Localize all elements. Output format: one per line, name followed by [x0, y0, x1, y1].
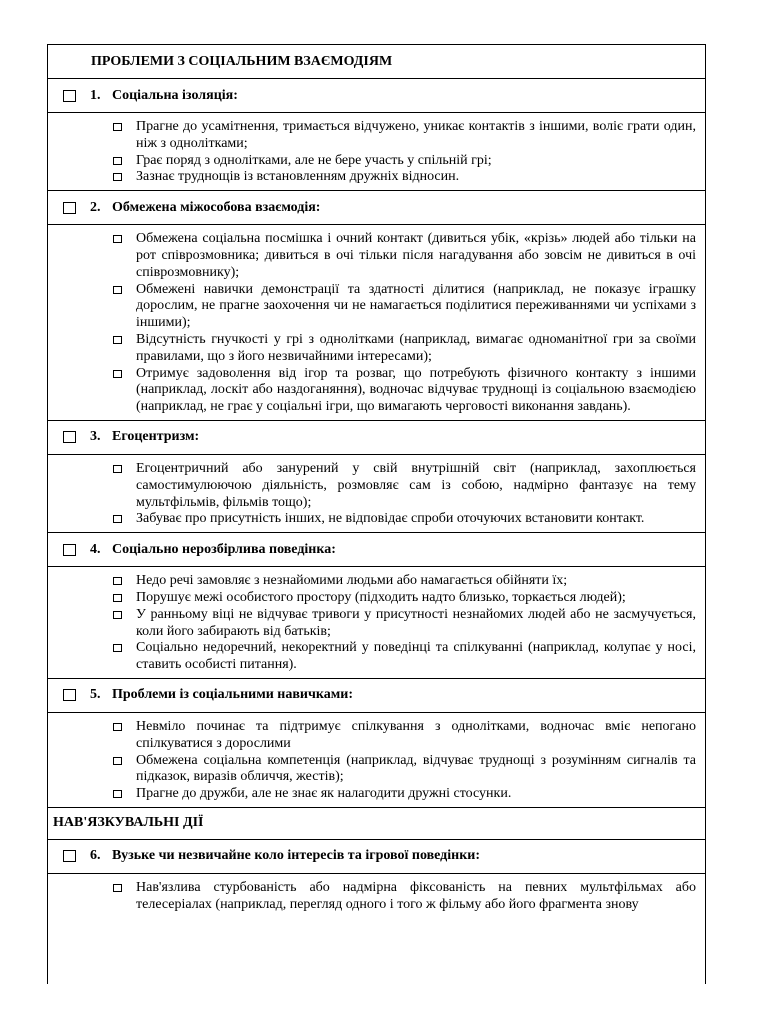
section-heading: Обмежена міжособова взаємодія: — [112, 199, 321, 215]
list-item — [113, 231, 696, 281]
item-checkbox[interactable] — [113, 235, 122, 243]
section-items — [48, 713, 705, 808]
section-number: 6. — [90, 848, 101, 864]
item-text: Недо речі замовляє з незнайомими людьми або намагається обійняти їх; — [136, 573, 568, 589]
item-checkbox[interactable] — [113, 123, 122, 131]
section-heading: Соціально нерозбірлива поведінка: — [112, 541, 336, 557]
item-checkbox[interactable] — [113, 157, 122, 165]
section-header — [48, 421, 705, 455]
list-item — [113, 573, 696, 590]
list-item — [113, 786, 696, 803]
item-text: Егоцентричний або занурений у свій внутрішній світ (наприклад, захоплюється самостимулюючою діяльність, розмовляє сам із собою, надмірно фантазує на тему мультфільмів, фільмів тощо); — [136, 460, 696, 510]
item-text: Обмежена соціальна посмішка і очний контакт (дивиться убік, «крізь» людей або тільки на рот співрозмовника; дивиться в очі тільки після нагадування або зовсім не дивиться в очі співрозмовнику); — [136, 231, 696, 280]
section-heading: Вузьке чи незвичайне коло інтересів та ігрової поведінки: — [112, 848, 481, 864]
item-text: Відсутність гнучкості у грі з однолітками (наприклад, вимагає одноманітної гри за своїми правилами, що з його незвичайними інтересами); — [136, 331, 696, 364]
item-text: Прагне до усамітнення, тримається відчужено, уникає контактів з іншими, воліє грати один, ніж з однолітками; — [136, 119, 696, 151]
section-number: 5. — [90, 687, 101, 703]
section-header — [48, 679, 705, 713]
section-checkbox[interactable] — [63, 689, 76, 701]
item-text: Соціально недоречний, некоректний у поведінці та спілкуванні (наприклад, колупає у носі, ставить особисті питання). — [136, 640, 696, 673]
item-text: Нав'язлива стурбованість або надмірна фіксованість на певних мультфільмах або телесеріалах (наприклад, перегляд одного і того ж фільму або його фрагмента знову — [136, 879, 696, 912]
item-checkbox[interactable] — [113, 611, 122, 619]
item-text: Забуває про присутність інших, не відповідає спроби оточуючих встановити контакт. — [136, 511, 645, 527]
page-title: ПРОБЛЕМИ З СОЦІАЛЬНИМ ВЗАЄМОДІЯМ — [48, 45, 705, 79]
assessment-table — [47, 44, 706, 984]
item-text: Обмежені навички демонстрації та здатності ділитися (наприклад, не показує іграшку дорослим, не прагне заохочення чи не намагається поділитися переживаннями чи успіхами з іншими); — [136, 281, 696, 331]
section-heading: Проблеми із соціальними навичками: — [112, 687, 354, 703]
list-item — [113, 590, 696, 607]
list-item — [113, 880, 696, 914]
section-header — [48, 79, 705, 113]
section-items — [48, 567, 705, 679]
section-items — [48, 455, 705, 533]
item-checkbox[interactable] — [113, 884, 122, 892]
list-item — [113, 332, 696, 366]
section-items — [48, 113, 705, 191]
item-checkbox[interactable] — [113, 465, 122, 473]
item-checkbox[interactable] — [113, 515, 122, 523]
list-item — [113, 169, 696, 186]
item-checkbox[interactable] — [113, 577, 122, 585]
item-checkbox[interactable] — [113, 723, 122, 731]
list-item — [113, 153, 696, 170]
item-text: Невміло починає та підтримує спілкування з однолітками, водночас вміє непогано спілкуватися з дорослими — [136, 718, 696, 751]
list-item — [113, 282, 696, 332]
item-text: Прагне до дружби, але не знає як налагодити дружні стосунки. — [136, 786, 512, 802]
item-checkbox[interactable] — [113, 173, 122, 181]
sections-list — [48, 79, 705, 808]
item-text: Порушує межі особистого простору (підходить надто близько, торкається людей); — [136, 589, 626, 605]
section-checkbox[interactable] — [63, 90, 76, 102]
section-heading: Егоцентризм: — [112, 429, 200, 445]
section-number: 4. — [90, 541, 101, 557]
item-checkbox[interactable] — [113, 757, 122, 765]
section-header — [48, 191, 705, 225]
list-item — [113, 640, 696, 674]
section-checkbox[interactable] — [63, 431, 76, 443]
section-header — [48, 533, 705, 567]
section-checkbox[interactable] — [63, 850, 76, 862]
item-text: У ранньому віці не відчуває тривоги у присутності незнайомих людей або не засмучується, коли його забирають від батьків; — [136, 606, 696, 639]
list-item — [113, 753, 696, 787]
section-checkbox[interactable] — [63, 202, 76, 214]
item-checkbox[interactable] — [113, 336, 122, 344]
section-header — [48, 840, 705, 874]
item-checkbox[interactable] — [113, 594, 122, 602]
section-checkbox[interactable] — [63, 544, 76, 556]
list-item — [113, 511, 696, 528]
list-item — [113, 366, 696, 416]
item-text: Зазнає труднощів із встановленням дружніх відносин. — [136, 169, 460, 185]
section-items — [48, 874, 705, 918]
item-text: Отримує задоволення від ігор та розваг, що потребують фізичного контакту з іншими (наприклад, лоскіт або наздоганяння), водночас відчуває труднощі із соціальною взаємодією (наприклад, не грає у соціальні ігри, що вимагають черговості виконання завдань). — [136, 365, 696, 415]
list-item — [113, 607, 696, 641]
list-item — [113, 719, 696, 753]
item-checkbox[interactable] — [113, 286, 122, 294]
list-item — [113, 119, 696, 153]
item-text: Обмежена соціальна компетенція (наприклад, відчуває труднощі з розумінням сигналів та підказок, виразів обличчя, жестів); — [136, 752, 696, 785]
item-checkbox[interactable] — [113, 644, 122, 652]
item-checkbox[interactable] — [113, 370, 122, 378]
section-items — [48, 225, 705, 421]
section-number: 2. — [90, 199, 101, 215]
section-number: 3. — [90, 429, 101, 445]
section-heading: Соціальна ізоляція: — [112, 87, 238, 103]
list-item — [113, 461, 696, 511]
category-heading: НАВ'ЯЗКУВАЛЬНІ ДІЇ — [48, 808, 705, 840]
section-number: 1. — [90, 87, 101, 103]
item-checkbox[interactable] — [113, 790, 122, 798]
item-text: Грає поряд з однолітками, але не бере участь у спільній грі; — [136, 152, 492, 168]
